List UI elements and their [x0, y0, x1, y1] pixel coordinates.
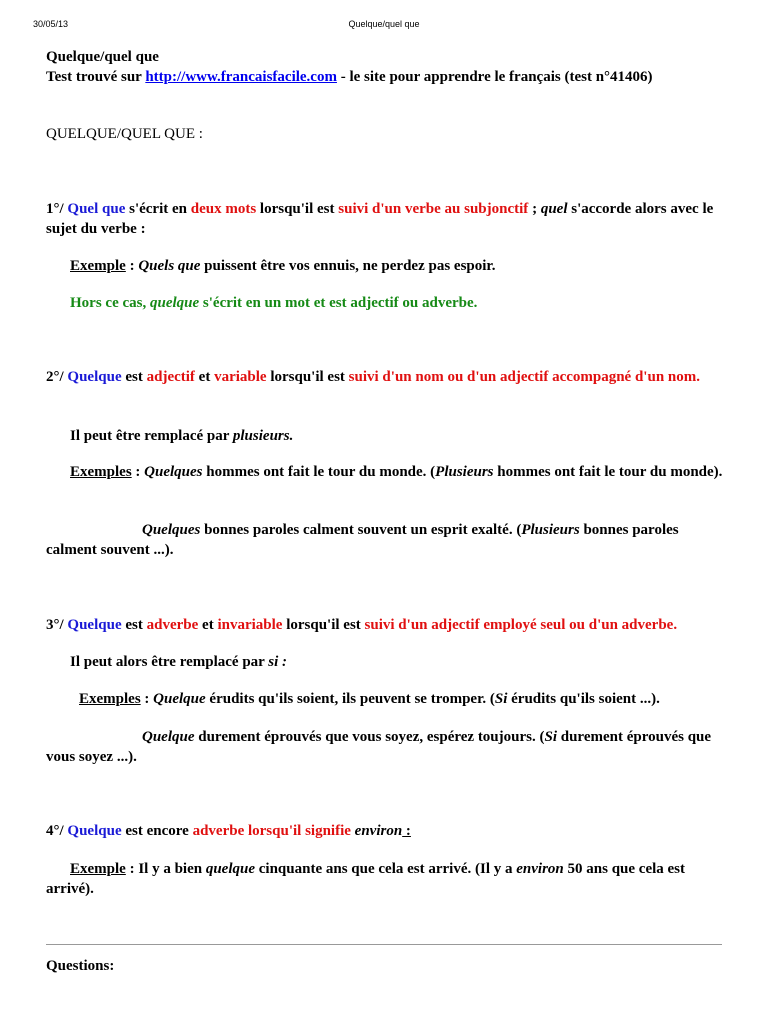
source-text: Test trouvé sur: [46, 69, 146, 85]
rule-2-replace: Il peut être remplacé par plusieurs.: [70, 428, 294, 444]
keyword: Quel que: [67, 201, 126, 217]
source-text-end: - le site pour apprendre le français (test n°41406): [336, 69, 653, 85]
rule-2-example-1: Exemples : Quelques hommes ont fait le tour du monde. (Plusieurs hommes ont fait le tour du monde).: [70, 464, 723, 480]
rule-1: 1°/ Quel que s'écrit en deux mots lorsqu'il est suivi d'un verbe au subjonctif ; quel s'accorde alors avec le sujet du verbe :: [46, 201, 714, 237]
main-heading: QUELQUE/QUEL QUE :: [46, 126, 203, 142]
rule-2-example-2: Quelques bonnes paroles calment souvent un esprit exalté. (Plusieurs bonnes paroles calment souvent ...).: [46, 522, 679, 558]
print-header: [0, 19, 768, 33]
questions-heading: Questions:: [46, 958, 115, 974]
source-line: [46, 67, 653, 87]
rule-4: 4°/ Quelque est encore adverbe lorsqu'il signifie environ :: [46, 823, 411, 839]
rule-3-replace: Il peut alors être remplacé par si :: [70, 654, 288, 670]
print-date: 30/05/13: [33, 19, 69, 29]
section-divider: [46, 944, 722, 945]
rule-2: 2°/ Quelque est adjectif et variable lorsqu'il est suivi d'un nom ou d'un adjectif accompagné d'un nom.: [46, 369, 700, 385]
doc-title: Quelque/quel que: [46, 49, 159, 65]
rule-3: 3°/ Quelque est adverbe et invariable lorsqu'il est suivi d'un adjectif employé seul ou d'un adverbe.: [46, 617, 678, 633]
print-title: Quelque/quel que: [348, 19, 420, 29]
rule-1-example: Exemple : Quels que puissent être vos ennuis, ne perdez pas espoir.: [70, 258, 496, 274]
rule-3-example-2: Quelque durement éprouvés que vous soyez, espérez toujours. (Si durement éprouvés que vous soyez ...).: [46, 729, 712, 765]
rule-4-example: Exemple : Il y a bien quelque cinquante ans que cela est arrivé. (Il y a environ 50 ans que cela est arrivé).: [46, 861, 686, 897]
site-link[interactable]: http://www.francaisfacile.com: [145, 69, 337, 85]
rule-3-example-1: Exemples : Quelque érudits qu'ils soient, ils peuvent se tromper. (Si érudits qu'ils soient ...).: [79, 691, 660, 707]
rule-1-note: Hors ce cas, quelque s'écrit en un mot et est adjectif ou adverbe.: [70, 295, 478, 311]
